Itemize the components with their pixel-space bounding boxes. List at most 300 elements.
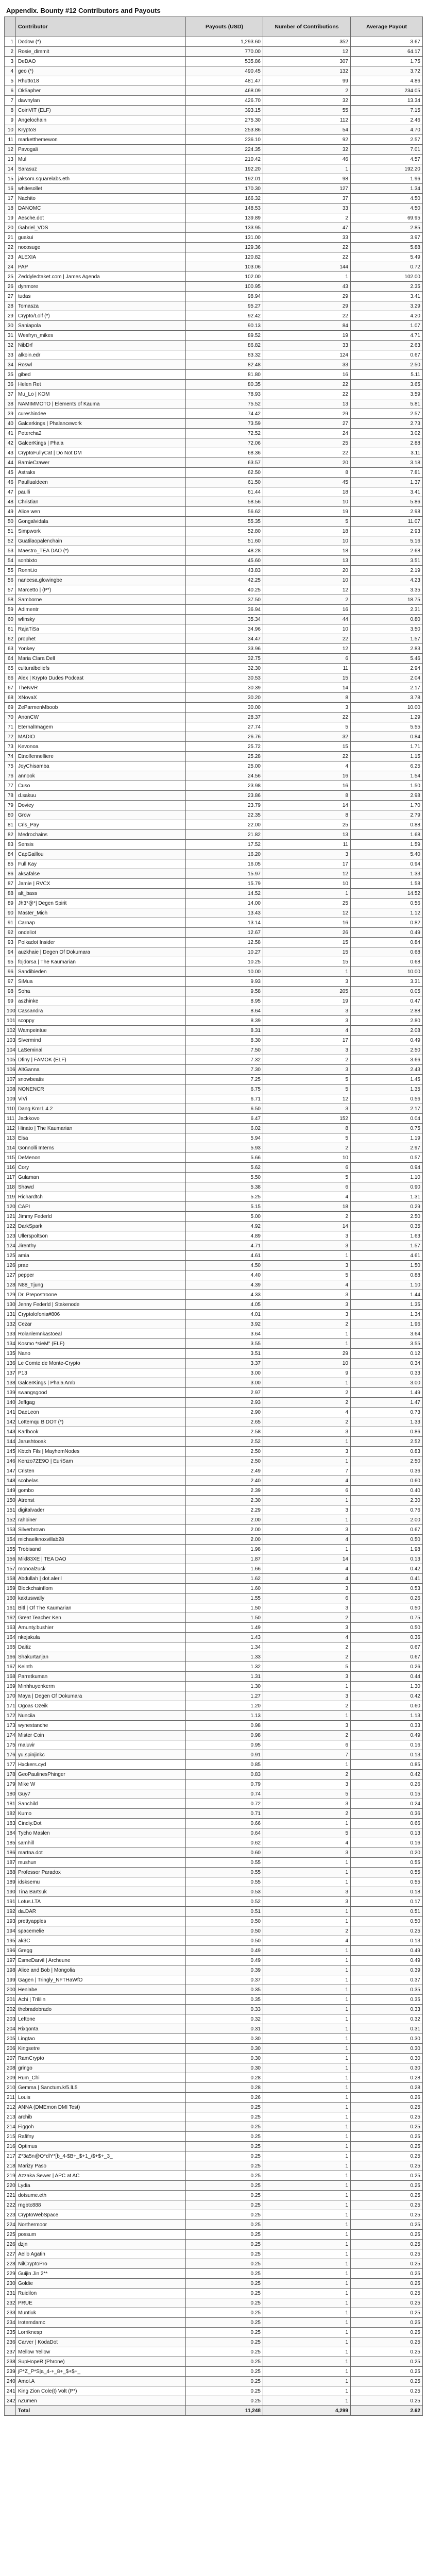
row-index: 105 [5,1055,16,1065]
table-row [5,135,423,145]
average-payout-cell: 3.51 [351,556,423,566]
table-row [5,1290,423,1300]
row-index: 50 [5,517,16,527]
row-index: 72 [5,732,16,742]
contribution-count-cell: 2 [263,1388,351,1398]
average-payout-cell: 0.25 [351,2386,423,2396]
contribution-count-cell: 4 [263,761,351,771]
payout-cell: 6.02 [186,1124,263,1133]
row-index: 56 [5,575,16,585]
payout-cell: 43.83 [186,566,263,575]
row-index: 55 [5,566,16,575]
row-index: 187 [5,1858,16,1868]
table-row [5,409,423,419]
contribution-count-cell: 3 [263,1691,351,1701]
contribution-count-cell: 12 [263,644,351,654]
payout-cell: 0.25 [186,2171,263,2181]
contribution-count-cell: 15 [263,938,351,947]
payout-cell: 51.60 [186,536,263,546]
contributor-name: Soha [16,987,186,996]
contributor-name: CAPI [16,1202,186,1212]
table-row [5,1642,423,1652]
row-index: 13 [5,155,16,164]
contributor-name: Hinato | The Kaumarian [16,1124,186,1133]
payout-cell: 0.39 [186,1965,263,1975]
payout-cell: 4.33 [186,1290,263,1300]
average-payout-cell: 0.66 [351,1819,423,1828]
average-payout-cell: 0.88 [351,820,423,830]
table-row [5,2337,423,2347]
average-payout-cell: 0.44 [351,1672,423,1682]
contributor-name: Maestro_TEA DAO (*) [16,546,186,556]
row-index: 165 [5,1642,16,1652]
contributor-name: Irotemdamc [16,2318,186,2328]
row-index: 144 [5,1437,16,1447]
contributor-name: Daitiz [16,1642,186,1652]
contributor-name: Alex | Krypto Dudes Podcast [16,673,186,683]
row-index: 80 [5,810,16,820]
row-index: 32 [5,341,16,350]
table-row [5,624,423,634]
average-payout-cell: 3.97 [351,233,423,243]
row-index: 22 [5,243,16,252]
table-row [5,722,423,732]
row-index: 102 [5,1026,16,1036]
payout-cell: 0.25 [186,2298,263,2308]
payout-cell: 5.25 [186,1192,263,1202]
contribution-count-cell: 3 [263,1241,351,1251]
contribution-count-cell: 29 [263,409,351,419]
contribution-count-cell: 4 [263,1838,351,1848]
payout-cell: 0.30 [186,2034,263,2044]
contribution-count-cell: 5 [263,1133,351,1143]
payout-cell: 0.28 [186,2083,263,2093]
table-row [5,634,423,644]
contributor-name: King Zion Cole(t) Volt (P*) [16,2386,186,2396]
row-index: 101 [5,1016,16,1026]
contributor-name: Gulaman [16,1173,186,1182]
table-row [5,1026,423,1036]
contribution-count-cell: 10 [263,1359,351,1368]
contribution-count-cell: 3 [263,1525,351,1535]
contribution-count-cell: 1 [263,164,351,174]
table-row [5,321,423,331]
average-payout-cell: 3.29 [351,301,423,311]
payout-cell: 210.42 [186,155,263,164]
row-index: 110 [5,1104,16,1114]
table-row [5,66,423,76]
contribution-count-cell: 2 [263,1212,351,1222]
average-payout-cell: 0.25 [351,2122,423,2132]
contributor-name: cureshindee [16,409,186,419]
row-index: 219 [5,2171,16,2181]
average-payout-cell: 3.18 [351,458,423,468]
average-payout-cell: 7.01 [351,145,423,155]
table-row [5,380,423,389]
table-row [5,566,423,575]
row-index: 10 [5,125,16,135]
row-index: 45 [5,468,16,478]
contributor-name: ALEXIA [16,252,186,262]
contributor-name: NilCryptoPro [16,2259,186,2269]
average-payout-cell: 64.17 [351,47,423,57]
table-row [5,869,423,879]
row-index: 1 [5,37,16,47]
average-payout-cell: 0.41 [351,1574,423,1584]
row-index: 66 [5,673,16,683]
row-index: 185 [5,1838,16,1848]
average-payout-cell: 6.25 [351,761,423,771]
average-payout-cell: 2.83 [351,644,423,654]
row-index: 108 [5,1084,16,1094]
table-row [5,2014,423,2024]
row-index: 28 [5,301,16,311]
table-row [5,1975,423,1985]
contribution-count-cell: 1 [263,2054,351,2063]
payout-cell: 1.60 [186,1584,263,1594]
table-row [5,1545,423,1554]
average-payout-cell: 0.25 [351,2396,423,2406]
average-payout-cell: 7.81 [351,468,423,478]
contribution-count-cell: 19 [263,331,351,341]
contribution-count-cell: 112 [263,115,351,125]
table-row [5,1799,423,1809]
row-index: 138 [5,1378,16,1388]
average-payout-cell: 0.53 [351,1584,423,1594]
payout-cell: 68.36 [186,448,263,458]
payout-cell: 7.32 [186,1055,263,1065]
row-index: 35 [5,370,16,380]
average-payout-cell: 4.61 [351,1251,423,1261]
contributor-name: Ronnt.io [16,566,186,575]
table-row [5,1055,423,1065]
contributor-name: DaeLeon [16,1408,186,1417]
payout-cell: 2.50 [186,1447,263,1456]
contribution-count-cell: 5 [263,1789,351,1799]
payout-cell: 0.50 [186,1936,263,1946]
row-index: 166 [5,1652,16,1662]
contributor-name: alt_bass [16,889,186,899]
contributor-name: DeDAO [16,57,186,66]
table-row [5,1476,423,1486]
payout-cell: 0.25 [186,2279,263,2289]
contributor-name: SiMua [16,977,186,987]
row-index: 242 [5,2396,16,2406]
contribution-count-cell: 15 [263,673,351,683]
payout-cell: 26.76 [186,732,263,742]
row-index: 237 [5,2347,16,2357]
contributor-name: NAMIMMOTO | Elements of Kauma [16,399,186,409]
average-payout-cell: 0.25 [351,2171,423,2181]
payout-cell: 1.32 [186,1662,263,1672]
payout-cell: 72.52 [186,429,263,438]
row-index: 4 [5,66,16,76]
contributor-name: Rixqonta [16,2024,186,2034]
contributor-name: da.DAR [16,1907,186,1917]
row-index: 226 [5,2240,16,2249]
table-row [5,1750,423,1760]
row-index: 178 [5,1770,16,1780]
document-title: Appendix. Bounty #12 Contributors and Payouts [6,7,161,14]
contribution-count-cell: 15 [263,957,351,967]
contributor-name: Kosmo *sieM" (ELF) [16,1339,186,1349]
contributor-name: XNovaX [16,693,186,703]
contributor-name: Gagen | Tringly_NFTHaWfO [16,1975,186,1985]
table-row [5,2200,423,2210]
average-payout-cell: 0.49 [351,928,423,938]
contribution-count-cell: 22 [263,311,351,321]
contributor-name: Rhutto18 [16,76,186,86]
row-index: 116 [5,1163,16,1173]
row-index: 44 [5,458,16,468]
row-index: 99 [5,996,16,1006]
contribution-count-cell: 1 [263,2249,351,2259]
contributor-name: Sanchild [16,1799,186,1809]
contributor-name: Jamie | RVCX [16,879,186,889]
contribution-count-cell: 27 [263,419,351,429]
contribution-count-cell: 3 [263,1505,351,1515]
contributor-name: swangsgood [16,1388,186,1398]
table-row [5,262,423,272]
payout-cell: 6.75 [186,1084,263,1094]
payout-cell: 16.05 [186,859,263,869]
table-row [5,2191,423,2200]
payout-cell: 5.15 [186,1202,263,1212]
contributor-name: rnaluvir [16,1740,186,1750]
row-index: 218 [5,2161,16,2171]
row-index: 179 [5,1780,16,1789]
table-row [5,536,423,546]
payout-cell: 1.49 [186,1623,263,1633]
row-index: 115 [5,1153,16,1163]
average-payout-cell: 0.17 [351,1897,423,1907]
payout-cell: 192.01 [186,174,263,184]
table-row [5,86,423,96]
payout-cell: 148.53 [186,204,263,213]
payout-cell: 24.56 [186,771,263,781]
average-payout-cell: 5.88 [351,243,423,252]
contributor-name: Gonnolli Interns [16,1143,186,1153]
contribution-count-cell: 33 [263,341,351,350]
average-payout-cell: 1.29 [351,713,423,722]
average-payout-cell: 0.49 [351,1036,423,1045]
contributor-name: Cris_Pay [16,820,186,830]
average-payout-cell: 2.43 [351,1065,423,1075]
payout-cell: 61.50 [186,478,263,487]
contribution-count-cell: 1 [263,2240,351,2249]
contributor-name: Atrenst [16,1496,186,1505]
payout-cell: 0.98 [186,1731,263,1740]
payout-cell: 8.64 [186,1006,263,1016]
contributor-name: Gabriel_VDS [16,223,186,233]
header-average: Average Payout [351,17,423,37]
contribution-count-cell: 1 [263,1515,351,1525]
average-payout-cell: 0.25 [351,2298,423,2308]
contribution-count-cell: 8 [263,1124,351,1133]
contribution-count-cell: 14 [263,1554,351,1564]
contribution-count-cell: 37 [263,194,351,204]
average-payout-cell: 0.25 [351,2259,423,2269]
contribution-count-cell: 2 [263,1143,351,1153]
contributor-name: Jenny Federld | Stakenode [16,1300,186,1310]
header-payouts: Payouts (USD) [186,17,263,37]
average-payout-cell: 0.39 [351,1965,423,1975]
contributor-name: MADIO [16,732,186,742]
payout-cell: 42.25 [186,575,263,585]
row-index: 11 [5,135,16,145]
average-payout-cell: 0.88 [351,1270,423,1280]
average-payout-cell: 0.25 [351,1926,423,1936]
table-row [5,1731,423,1740]
row-index: 106 [5,1065,16,1075]
table-row [5,840,423,850]
contribution-count-cell: 4 [263,1192,351,1202]
payout-cell: 170.30 [186,184,263,194]
average-payout-cell: 1.45 [351,1075,423,1084]
average-payout-cell: 0.25 [351,2181,423,2191]
contribution-count-cell: 4 [263,1936,351,1946]
payout-cell: 5.00 [186,1212,263,1222]
payout-cell: 490.45 [186,66,263,76]
payout-cell: 0.95 [186,1740,263,1750]
payout-cell: 0.25 [186,2386,263,2396]
row-index: 153 [5,1525,16,1535]
average-payout-cell: 0.67 [351,1652,423,1662]
contributor-name: Sensis [16,840,186,850]
payout-cell: 12.58 [186,938,263,947]
contributor-name: Nunciia [16,1711,186,1721]
table-row [5,1691,423,1701]
payout-cell: 1.50 [186,1603,263,1613]
average-payout-cell: 0.25 [351,2132,423,2142]
contributor-name: digitalvader [16,1505,186,1515]
average-payout-cell: 2.46 [351,115,423,125]
table-row [5,1104,423,1114]
contributor-name: Guijin Jin 2** [16,2269,186,2279]
contribution-count-cell: 1 [263,1456,351,1466]
average-payout-cell: 1.34 [351,1310,423,1319]
average-payout-cell: 2.31 [351,605,423,615]
table-row [5,2103,423,2112]
payout-cell: 0.25 [186,2396,263,2406]
average-payout-cell: 2.93 [351,527,423,536]
payout-cell: 0.25 [186,2230,263,2240]
average-payout-cell: 0.25 [351,2151,423,2161]
contribution-count-cell: 1 [263,2269,351,2279]
contribution-count-cell: 5 [263,1084,351,1094]
row-index: 147 [5,1466,16,1476]
average-payout-cell: 2.85 [351,223,423,233]
contributor-name: gombo [16,1486,186,1496]
contribution-count-cell: 2 [263,86,351,96]
table-row [5,1173,423,1182]
table-row [5,301,423,311]
contributor-name: pepper [16,1270,186,1280]
row-index: 126 [5,1261,16,1270]
table-row [5,1222,423,1231]
table-row [5,1202,423,1212]
table-row [5,1662,423,1672]
payout-cell: 0.91 [186,1750,263,1760]
table-row [5,2112,423,2122]
row-index: 154 [5,1535,16,1545]
payout-cell: 23.79 [186,801,263,810]
contributor-name: Wampeintue [16,1026,186,1036]
contributor-name: Hxckers.cyd [16,1760,186,1770]
payout-cell: 0.50 [186,1926,263,1936]
contributor-name: Ullerspoltson [16,1231,186,1241]
table-row [5,781,423,791]
row-index: 158 [5,1574,16,1584]
table-row [5,2328,423,2337]
contribution-count-cell: 5 [263,1662,351,1672]
contribution-count-cell: 47 [263,223,351,233]
contributor-name: LaSeminal [16,1045,186,1055]
row-index: 125 [5,1251,16,1261]
row-index: 215 [5,2132,16,2142]
table-row [5,106,423,115]
contributor-name: AnonCW [16,713,186,722]
average-payout-cell: 1.54 [351,771,423,781]
average-payout-cell: 2.52 [351,1437,423,1447]
payout-cell: 78.93 [186,389,263,399]
contribution-count-cell: 3 [263,850,351,859]
contributor-name: Gongalvidala [16,517,186,527]
average-payout-cell: 0.25 [351,2103,423,2112]
contributor-name: Elsa [16,1133,186,1143]
row-index: 25 [5,272,16,282]
average-payout-cell: 1.96 [351,1319,423,1329]
contributor-name: Astraks [16,468,186,478]
payout-cell: 83.32 [186,350,263,360]
payout-cell: 0.25 [186,2112,263,2122]
contribution-count-cell: 3 [263,1300,351,1310]
table-row [5,311,423,321]
table-row [5,1143,423,1153]
payout-cell: 3.00 [186,1378,263,1388]
payout-cell: 4.71 [186,1241,263,1251]
average-payout-cell: 1.57 [351,634,423,644]
table-row [5,2054,423,2063]
contributor-name: Ogoas Ozeik [16,1701,186,1711]
average-payout-cell: 0.75 [351,1613,423,1623]
contribution-count-cell: 13 [263,830,351,840]
contribution-count-cell: 4 [263,1476,351,1486]
contribution-count-cell: 5 [263,1075,351,1084]
contributor-name: Blockchainflom [16,1584,186,1594]
average-payout-cell: 1.70 [351,801,423,810]
contributor-name: Lydia [16,2181,186,2191]
contributor-name: ak3C [16,1936,186,1946]
table-row [5,399,423,409]
payout-cell: 2.39 [186,1486,263,1496]
contribution-count-cell: 32 [263,96,351,106]
contributor-name: mushun [16,1858,186,1868]
row-index: 175 [5,1740,16,1750]
contributor-name: Mellow Yellow [16,2347,186,2357]
table-row [5,1701,423,1711]
contributor-name: geo (*) [16,66,186,76]
contribution-count-cell: 18 [263,527,351,536]
payout-cell: 32.75 [186,654,263,664]
contribution-count-cell: 1 [263,2171,351,2181]
table-row [5,664,423,673]
average-payout-cell: 0.33 [351,1368,423,1378]
average-payout-cell: 0.35 [351,1985,423,1995]
contributor-name: N88_Tjung [16,1280,186,1290]
row-index: 192 [5,1907,16,1917]
total-payouts: 11,248 [186,2406,263,2416]
